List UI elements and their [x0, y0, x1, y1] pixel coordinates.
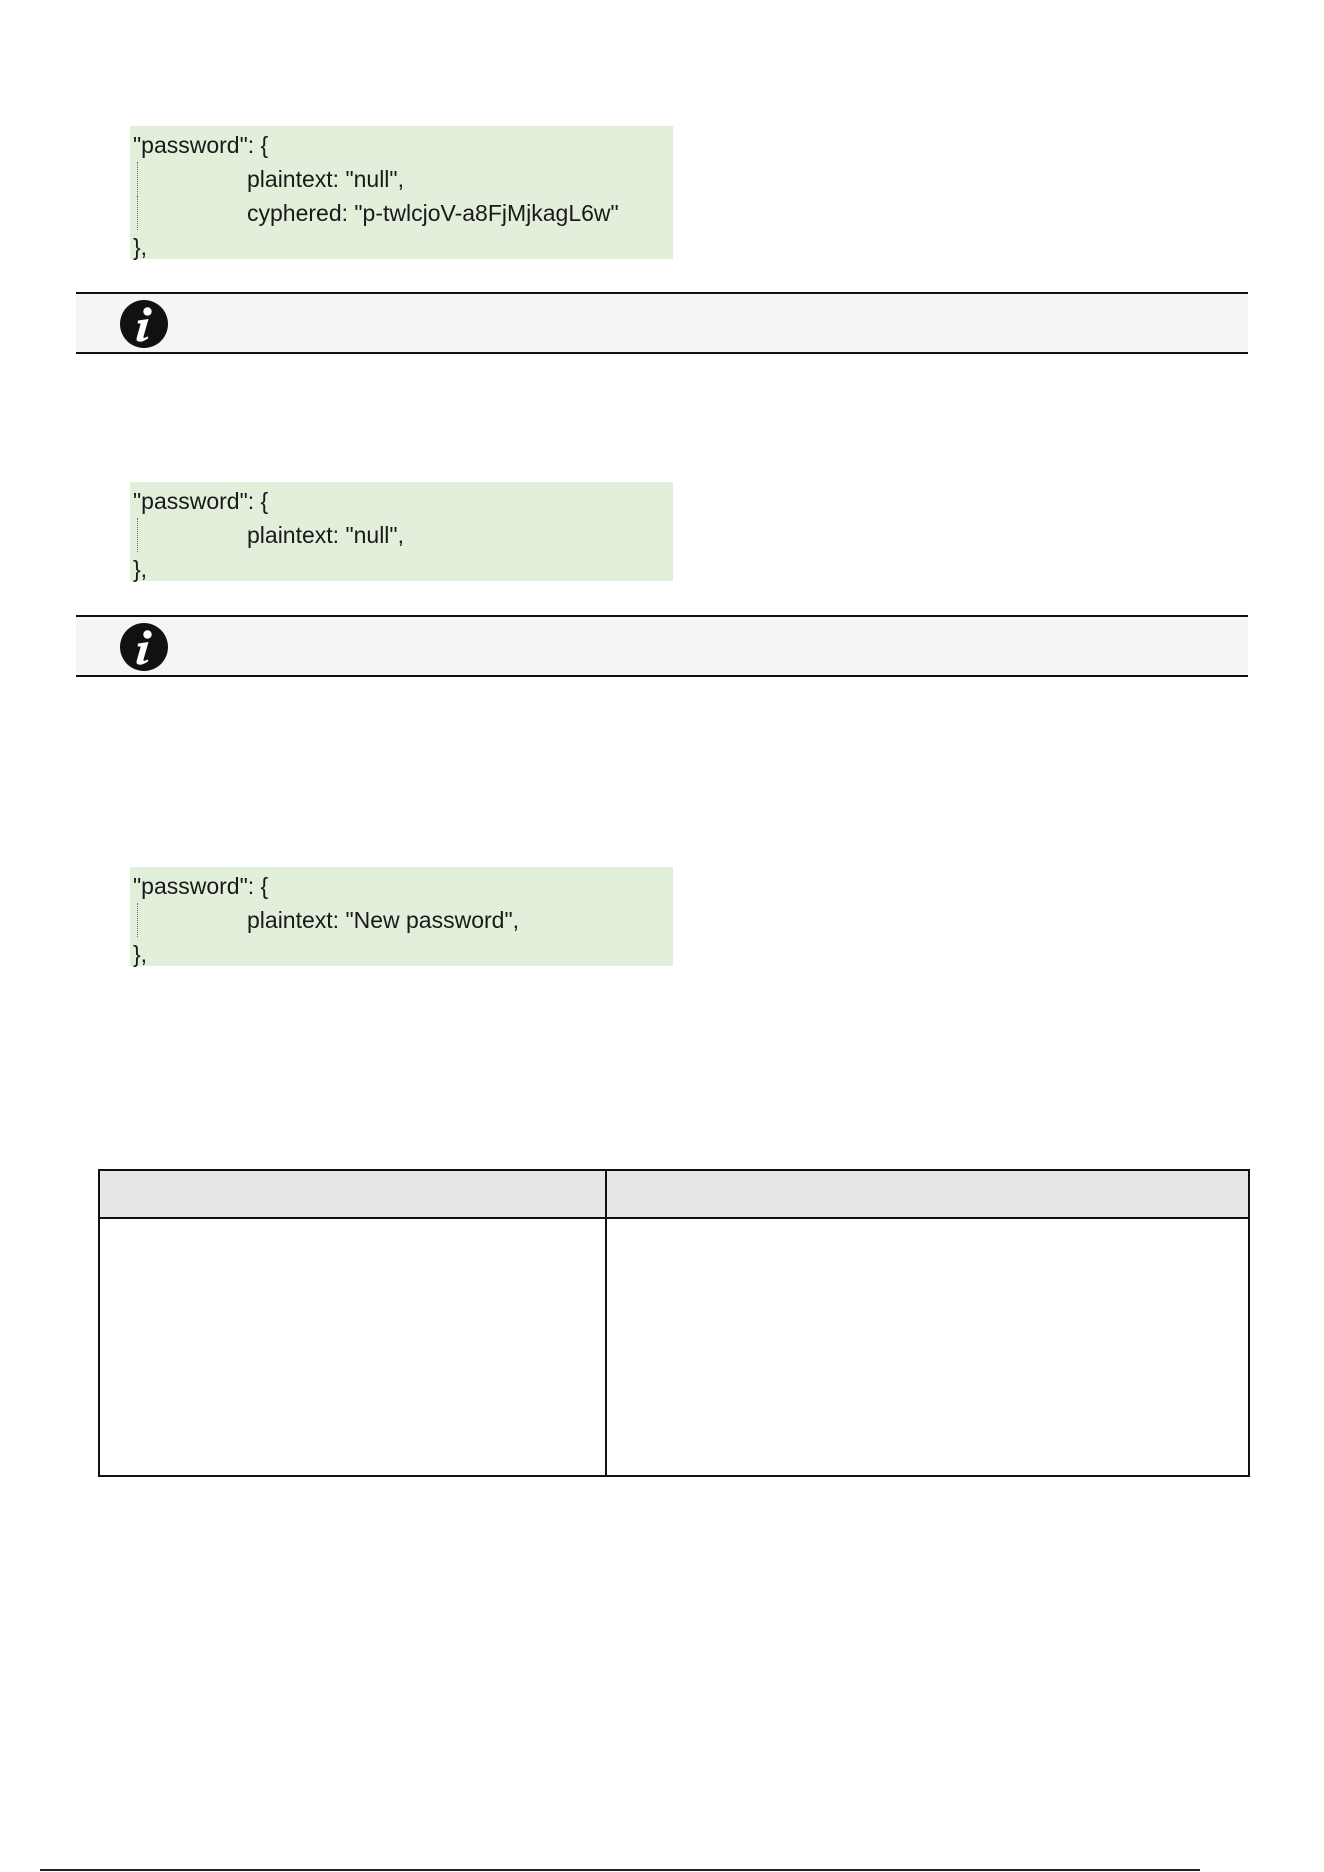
info-icon [119, 299, 169, 349]
code-line-plaintext: plaintext: "null", [133, 162, 673, 196]
table-cell [606, 1218, 1249, 1476]
code-block-password-new [130, 867, 673, 966]
code-line-open: "password": { [133, 132, 269, 158]
table-cell [99, 1218, 606, 1476]
code-line-close: }, [133, 941, 148, 967]
code-block-password-cyphered [130, 126, 673, 259]
info-note [76, 292, 1248, 354]
code-line-close: }, [133, 556, 148, 582]
data-table [98, 1169, 1250, 1477]
code-line-plaintext: plaintext: "null", [133, 518, 673, 552]
info-note [76, 615, 1248, 677]
code-line-close: }, [133, 234, 148, 260]
code-block-password-null [130, 482, 673, 581]
table-header-cell [606, 1170, 1249, 1218]
code-line-open: "password": { [133, 873, 269, 899]
code-line-plaintext: plaintext: "New password", [133, 903, 673, 937]
table-header-row [99, 1170, 1249, 1218]
code-line-cyphered: cyphered: "p-twlcjoV-a8FjMjkagL6w" [133, 196, 673, 230]
info-icon [119, 622, 169, 672]
footer-divider [40, 1869, 1200, 1871]
table-row [99, 1218, 1249, 1476]
code-line-open: "password": { [133, 488, 269, 514]
table-header-cell [99, 1170, 606, 1218]
